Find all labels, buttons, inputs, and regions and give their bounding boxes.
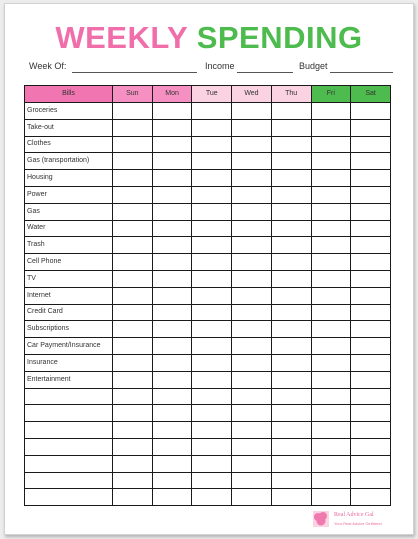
amount-cell-fri[interactable]	[311, 472, 351, 489]
amount-cell-tue[interactable]	[192, 321, 232, 338]
amount-cell-tue[interactable]	[192, 153, 232, 170]
amount-cell-wed[interactable]	[232, 220, 272, 237]
amount-cell-sun[interactable]	[113, 438, 153, 455]
amount-cell-wed[interactable]	[232, 287, 272, 304]
amount-cell-tue[interactable]	[192, 237, 232, 254]
amount-cell-tue[interactable]	[192, 422, 232, 439]
table-row	[25, 455, 391, 472]
amount-cell-sat[interactable]	[351, 321, 391, 338]
amount-cell-sat[interactable]	[351, 388, 391, 405]
amount-cell-tue[interactable]	[192, 371, 232, 388]
amount-cell-tue[interactable]	[192, 203, 232, 220]
amount-cell-fri[interactable]	[311, 119, 351, 136]
amount-cell-sat[interactable]	[351, 119, 391, 136]
amount-cell-wed[interactable]	[232, 455, 272, 472]
amount-cell-sat[interactable]	[351, 371, 391, 388]
amount-cell-mon[interactable]	[152, 338, 192, 355]
amount-cell-fri[interactable]	[311, 304, 351, 321]
bill-label: Take-out	[25, 119, 113, 136]
amount-cell-tue[interactable]	[192, 287, 232, 304]
amount-cell-mon[interactable]	[152, 287, 192, 304]
table-row	[25, 388, 391, 405]
amount-cell-fri[interactable]	[311, 371, 351, 388]
table-row	[25, 203, 391, 220]
bill-label	[25, 472, 113, 489]
amount-cell-thu[interactable]	[271, 136, 311, 153]
amount-cell-thu[interactable]	[271, 254, 311, 271]
amount-cell-thu[interactable]	[271, 388, 311, 405]
amount-cell-thu[interactable]	[271, 237, 311, 254]
amount-cell-thu[interactable]	[271, 220, 311, 237]
amount-cell-mon[interactable]	[152, 237, 192, 254]
amount-cell-mon[interactable]	[152, 489, 192, 506]
amount-cell-sun[interactable]	[113, 472, 153, 489]
bill-label: Trash	[25, 237, 113, 254]
table-row	[25, 287, 391, 304]
amount-cell-sat[interactable]	[351, 136, 391, 153]
amount-cell-wed[interactable]	[232, 103, 272, 120]
amount-cell-mon[interactable]	[152, 354, 192, 371]
table-row	[25, 153, 391, 170]
amount-cell-sun[interactable]	[113, 489, 153, 506]
amount-cell-mon[interactable]	[152, 254, 192, 271]
amount-cell-sat[interactable]	[351, 338, 391, 355]
amount-cell-wed[interactable]	[232, 472, 272, 489]
amount-cell-thu[interactable]	[271, 422, 311, 439]
header-row	[25, 86, 391, 103]
amount-cell-sun[interactable]	[113, 321, 153, 338]
amount-cell-fri[interactable]	[311, 136, 351, 153]
amount-cell-wed[interactable]	[232, 136, 272, 153]
title-weekly: WEEKLY	[55, 20, 188, 55]
amount-cell-thu[interactable]	[271, 203, 311, 220]
amount-cell-mon[interactable]	[152, 438, 192, 455]
amount-cell-sat[interactable]	[351, 186, 391, 203]
amount-cell-thu[interactable]	[271, 405, 311, 422]
bill-label	[25, 405, 113, 422]
amount-cell-sun[interactable]	[113, 371, 153, 388]
amount-cell-tue[interactable]	[192, 388, 232, 405]
amount-cell-mon[interactable]	[152, 422, 192, 439]
amount-cell-mon[interactable]	[152, 472, 192, 489]
amount-cell-tue[interactable]	[192, 438, 232, 455]
amount-cell-thu[interactable]	[271, 287, 311, 304]
amount-cell-tue[interactable]	[192, 119, 232, 136]
amount-cell-wed[interactable]	[232, 304, 272, 321]
week-of-line	[72, 72, 197, 73]
amount-cell-mon[interactable]	[152, 119, 192, 136]
table-row	[25, 220, 391, 237]
amount-cell-sun[interactable]	[113, 153, 153, 170]
amount-cell-sun[interactable]	[113, 270, 153, 287]
amount-cell-fri[interactable]	[311, 405, 351, 422]
amount-cell-tue[interactable]	[192, 304, 232, 321]
brand-name: Real Advice Gal	[334, 512, 374, 518]
amount-cell-sat[interactable]	[351, 304, 391, 321]
bill-label	[25, 455, 113, 472]
table-row	[25, 170, 391, 187]
amount-cell-tue[interactable]	[192, 489, 232, 506]
amount-cell-fri[interactable]	[311, 153, 351, 170]
bill-label: Housing	[25, 170, 113, 187]
table-row	[25, 371, 391, 388]
amount-cell-sat[interactable]	[351, 287, 391, 304]
table-row	[25, 119, 391, 136]
amount-cell-mon[interactable]	[152, 220, 192, 237]
amount-cell-tue[interactable]	[192, 186, 232, 203]
amount-cell-tue[interactable]	[192, 170, 232, 187]
amount-cell-mon[interactable]	[152, 455, 192, 472]
amount-cell-sun[interactable]	[113, 405, 153, 422]
table-row	[25, 438, 391, 455]
amount-cell-tue[interactable]	[192, 254, 232, 271]
amount-cell-fri[interactable]	[311, 455, 351, 472]
table-row	[25, 321, 391, 338]
amount-cell-fri[interactable]	[311, 388, 351, 405]
table-row	[25, 472, 391, 489]
bill-label: Gas	[25, 203, 113, 220]
table-row	[25, 422, 391, 439]
bill-label: Cell Phone	[25, 254, 113, 271]
amount-cell-sun[interactable]	[113, 455, 153, 472]
bill-label	[25, 489, 113, 506]
amount-cell-tue[interactable]	[192, 136, 232, 153]
amount-cell-sun[interactable]	[113, 237, 153, 254]
amount-cell-fri[interactable]	[311, 489, 351, 506]
amount-cell-sun[interactable]	[113, 304, 153, 321]
table-row	[25, 186, 391, 203]
amount-cell-sun[interactable]	[113, 136, 153, 153]
table-row	[25, 338, 391, 355]
flower-logo-icon	[312, 510, 330, 528]
amount-cell-thu[interactable]	[271, 119, 311, 136]
amount-cell-sat[interactable]	[351, 170, 391, 187]
amount-cell-tue[interactable]	[192, 220, 232, 237]
spending-table	[24, 85, 391, 506]
bill-label: Car Payment/Insurance	[25, 338, 113, 355]
amount-cell-tue[interactable]	[192, 103, 232, 120]
amount-cell-thu[interactable]	[271, 270, 311, 287]
amount-cell-tue[interactable]	[192, 270, 232, 287]
amount-cell-thu[interactable]	[271, 321, 311, 338]
bill-label: Entertainment	[25, 371, 113, 388]
amount-cell-fri[interactable]	[311, 422, 351, 439]
amount-cell-wed[interactable]	[232, 388, 272, 405]
table-row	[25, 405, 391, 422]
amount-cell-tue[interactable]	[192, 405, 232, 422]
amount-cell-mon[interactable]	[152, 304, 192, 321]
amount-cell-wed[interactable]	[232, 170, 272, 187]
amount-cell-sun[interactable]	[113, 119, 153, 136]
amount-cell-sat[interactable]	[351, 405, 391, 422]
amount-cell-thu[interactable]	[271, 304, 311, 321]
column-header-tue: Tue	[192, 86, 232, 103]
bill-label: Gas (transportation)	[25, 153, 113, 170]
amount-cell-sun[interactable]	[113, 186, 153, 203]
amount-cell-sat[interactable]	[351, 270, 391, 287]
amount-cell-sat[interactable]	[351, 103, 391, 120]
amount-cell-fri[interactable]	[311, 287, 351, 304]
amount-cell-thu[interactable]	[271, 186, 311, 203]
amount-cell-wed[interactable]	[232, 186, 272, 203]
budget-label: Budget	[299, 61, 328, 71]
column-header-fri: Fri	[311, 86, 351, 103]
table-row	[25, 354, 391, 371]
amount-cell-wed[interactable]	[232, 237, 272, 254]
column-header-wed: Wed	[232, 86, 272, 103]
column-header-sun: Sun	[113, 86, 153, 103]
amount-cell-sat[interactable]	[351, 354, 391, 371]
meta-row	[29, 61, 399, 75]
bill-label: TV	[25, 270, 113, 287]
amount-cell-tue[interactable]	[192, 472, 232, 489]
amount-cell-sat[interactable]	[351, 153, 391, 170]
amount-cell-thu[interactable]	[271, 472, 311, 489]
table-row	[25, 304, 391, 321]
amount-cell-thu[interactable]	[271, 170, 311, 187]
amount-cell-sat[interactable]	[351, 254, 391, 271]
amount-cell-wed[interactable]	[232, 438, 272, 455]
amount-cell-thu[interactable]	[271, 489, 311, 506]
amount-cell-fri[interactable]	[311, 270, 351, 287]
amount-cell-wed[interactable]	[232, 338, 272, 355]
amount-cell-sun[interactable]	[113, 287, 153, 304]
bill-label: Subscriptions	[25, 321, 113, 338]
amount-cell-fri[interactable]	[311, 170, 351, 187]
bill-label	[25, 388, 113, 405]
amount-cell-fri[interactable]	[311, 103, 351, 120]
amount-cell-sat[interactable]	[351, 438, 391, 455]
table-row	[25, 237, 391, 254]
amount-cell-wed[interactable]	[232, 354, 272, 371]
amount-cell-sun[interactable]	[113, 338, 153, 355]
bill-label: Clothes	[25, 136, 113, 153]
amount-cell-wed[interactable]	[232, 405, 272, 422]
table-row	[25, 136, 391, 153]
brand-tagline: Your Real Advice Girlfriend	[334, 521, 382, 526]
worksheet-page	[4, 3, 414, 535]
amount-cell-mon[interactable]	[152, 270, 192, 287]
amount-cell-thu[interactable]	[271, 371, 311, 388]
amount-cell-sat[interactable]	[351, 237, 391, 254]
amount-cell-sun[interactable]	[113, 254, 153, 271]
amount-cell-sat[interactable]	[351, 489, 391, 506]
amount-cell-fri[interactable]	[311, 220, 351, 237]
table-row	[25, 489, 391, 506]
bill-label	[25, 438, 113, 455]
amount-cell-sun[interactable]	[113, 203, 153, 220]
table-row	[25, 270, 391, 287]
amount-cell-thu[interactable]	[271, 103, 311, 120]
amount-cell-sat[interactable]	[351, 203, 391, 220]
amount-cell-fri[interactable]	[311, 254, 351, 271]
amount-cell-tue[interactable]	[192, 354, 232, 371]
column-header-mon: Mon	[152, 86, 192, 103]
amount-cell-thu[interactable]	[271, 153, 311, 170]
amount-cell-mon[interactable]	[152, 170, 192, 187]
amount-cell-mon[interactable]	[152, 371, 192, 388]
amount-cell-fri[interactable]	[311, 321, 351, 338]
amount-cell-wed[interactable]	[232, 203, 272, 220]
amount-cell-thu[interactable]	[271, 338, 311, 355]
amount-cell-wed[interactable]	[232, 270, 272, 287]
bill-label: Power	[25, 186, 113, 203]
amount-cell-sun[interactable]	[113, 170, 153, 187]
amount-cell-wed[interactable]	[232, 153, 272, 170]
amount-cell-fri[interactable]	[311, 438, 351, 455]
amount-cell-fri[interactable]	[311, 203, 351, 220]
amount-cell-sun[interactable]	[113, 422, 153, 439]
column-header-bills: Bills	[25, 86, 113, 103]
amount-cell-wed[interactable]	[232, 254, 272, 271]
amount-cell-sat[interactable]	[351, 455, 391, 472]
amount-cell-tue[interactable]	[192, 338, 232, 355]
amount-cell-mon[interactable]	[152, 405, 192, 422]
amount-cell-mon[interactable]	[152, 321, 192, 338]
amount-cell-thu[interactable]	[271, 455, 311, 472]
bill-label: Groceries	[25, 103, 113, 120]
page-title	[5, 18, 413, 58]
amount-cell-wed[interactable]	[232, 321, 272, 338]
amount-cell-sun[interactable]	[113, 388, 153, 405]
income-label: Income	[205, 61, 235, 71]
amount-cell-sat[interactable]	[351, 220, 391, 237]
income-line	[237, 72, 293, 73]
amount-cell-sun[interactable]	[113, 103, 153, 120]
amount-cell-mon[interactable]	[152, 203, 192, 220]
amount-cell-mon[interactable]	[152, 136, 192, 153]
amount-cell-mon[interactable]	[152, 186, 192, 203]
bill-label: Credit Card	[25, 304, 113, 321]
bill-label: Water	[25, 220, 113, 237]
column-header-thu: Thu	[271, 86, 311, 103]
title-spending: SPENDING	[196, 20, 363, 55]
amount-cell-mon[interactable]	[152, 388, 192, 405]
amount-cell-sat[interactable]	[351, 472, 391, 489]
brand-logo	[312, 510, 392, 528]
amount-cell-wed[interactable]	[232, 371, 272, 388]
amount-cell-wed[interactable]	[232, 489, 272, 506]
week-of-label: Week Of:	[29, 61, 67, 71]
amount-cell-fri[interactable]	[311, 186, 351, 203]
amount-cell-fri[interactable]	[311, 338, 351, 355]
bill-label: Insurance	[25, 354, 113, 371]
amount-cell-sun[interactable]	[113, 354, 153, 371]
amount-cell-mon[interactable]	[152, 153, 192, 170]
amount-cell-tue[interactable]	[192, 455, 232, 472]
column-header-sat: Sat	[351, 86, 391, 103]
amount-cell-wed[interactable]	[232, 119, 272, 136]
bill-label	[25, 422, 113, 439]
amount-cell-fri[interactable]	[311, 237, 351, 254]
amount-cell-sat[interactable]	[351, 422, 391, 439]
table-row	[25, 254, 391, 271]
amount-cell-fri[interactable]	[311, 354, 351, 371]
budget-line	[330, 72, 393, 73]
amount-cell-thu[interactable]	[271, 354, 311, 371]
amount-cell-thu[interactable]	[271, 438, 311, 455]
amount-cell-wed[interactable]	[232, 422, 272, 439]
table-row	[25, 103, 391, 120]
amount-cell-mon[interactable]	[152, 103, 192, 120]
amount-cell-sun[interactable]	[113, 220, 153, 237]
bill-label: Internet	[25, 287, 113, 304]
